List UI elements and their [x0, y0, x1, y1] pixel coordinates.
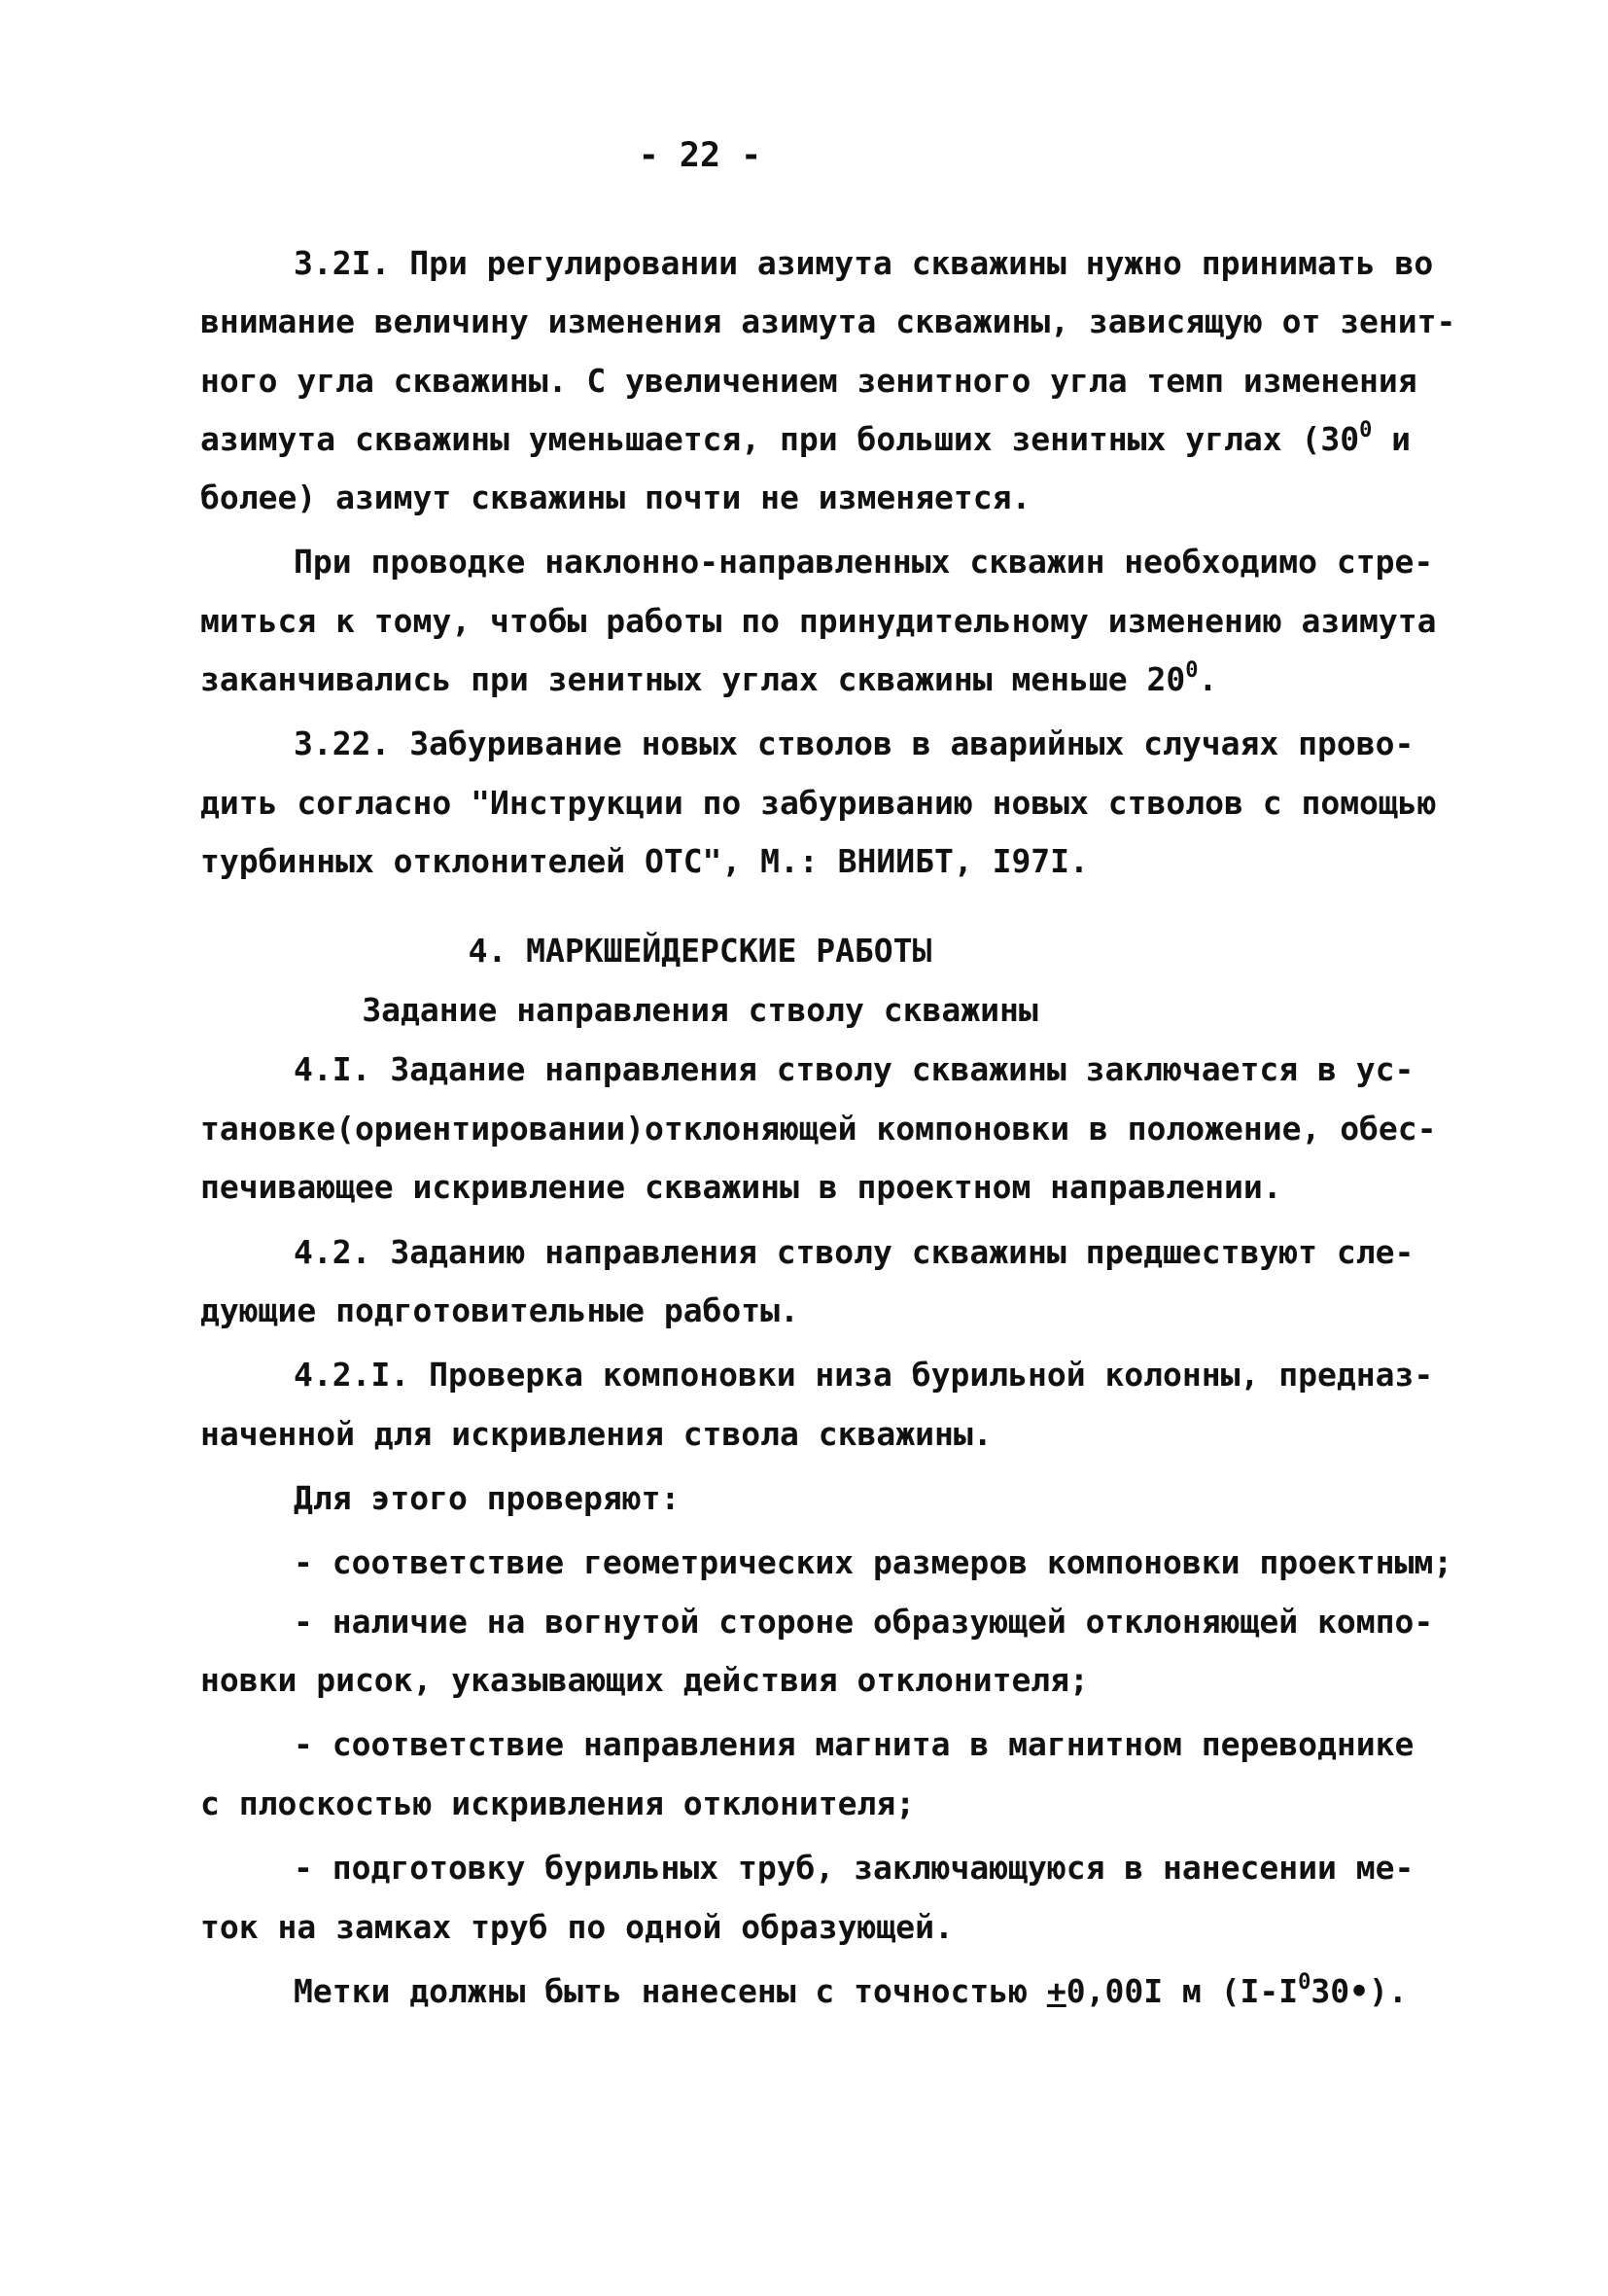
marks-minutes: 30•).	[1311, 1972, 1408, 2010]
s322-line-3: турбинных отклонителей ОТС", М.: ВНИИБТ, I97I.	[200, 842, 1089, 880]
s321-line-4-text: азимута скважины уменьшается, при больших зенитных углах (30	[200, 420, 1360, 458]
s321-line-2: внимание величину изменения азимута скважины, зависящую от зенит-	[200, 302, 1456, 340]
drive-line-2: миться к тому, чтобы работы по принудительному изменению азимута	[200, 602, 1437, 640]
check-item-4-line-1: - подготовку бурильных труб, заключающуюся в нанесении ме-	[294, 1849, 1415, 1887]
drive-line-3-end: .	[1198, 660, 1218, 698]
marks-value: 0,00I м (I-I	[1066, 1972, 1299, 2010]
degree-sup: 0	[1359, 418, 1373, 442]
s321-line-5: более) азимут скважины почти не изменяется.	[200, 478, 1031, 516]
s322-line-2: дить согласно "Инструкции по забуриванию новых стволов с помощью	[200, 784, 1437, 822]
s41-line-3: печивающее искривление скважины в проектном направлении.	[200, 1168, 1282, 1206]
page-number: - 22 -	[638, 136, 762, 175]
drive-line-3	[200, 660, 1217, 699]
marks-text: Метки должны быть нанесены с точностью	[294, 1972, 1047, 2010]
s421-line-2: наченной для искривления ствола скважины.	[200, 1415, 993, 1453]
plus-minus-sign: +	[1046, 1972, 1066, 2010]
s321-line-4	[200, 420, 1411, 459]
s41-line-2: тановке(ориентировании)отклоняющей компоновки в положение, обес-	[200, 1110, 1437, 1148]
degree-sup: 0	[1298, 1970, 1311, 1995]
s322-line-1: 3.22. Забуривание новых стволов в аварийных случаях прово-	[294, 724, 1415, 762]
section-subheading: Задание направления стволу скважины	[362, 991, 1038, 1029]
s321-line-4-end: и	[1372, 420, 1412, 458]
check-item-2-line-2: новки рисок, указывающих действия отклонителя;	[200, 1661, 1089, 1699]
drive-line-1: При проводке наклонно-направленных скважин необходимо стре-	[294, 543, 1434, 581]
check-intro: Для этого проверяют:	[294, 1479, 681, 1517]
marks-line	[294, 1972, 1408, 2011]
check-item-3-line-1: - соответствие направления магнита в магнитном переводнике	[294, 1725, 1415, 1763]
check-item-4-line-2: ток на замках труб по одной образующей.	[200, 1908, 954, 1946]
s321-line-3: ного угла скважины. С увеличением зенитного угла темп изменения	[200, 362, 1417, 400]
s421-line-1: 4.2.I. Проверка компоновки низа бурильной колонны, предназ-	[294, 1356, 1434, 1394]
drive-line-3-text: заканчивались при зенитных углах скважины меньше 20	[200, 660, 1186, 698]
check-item-2-line-1: - наличие на вогнутой стороне образующей отклоняющей компо-	[294, 1603, 1434, 1641]
degree-sup: 0	[1185, 658, 1199, 683]
check-item-1: - соответствие геометрических размеров компоновки проектным;	[294, 1543, 1453, 1581]
s42-line-2: дующие подготовительные работы.	[200, 1291, 799, 1329]
check-item-3-line-2: с плоскостью искривления отклонителя;	[200, 1784, 916, 1822]
s42-line-1: 4.2. Заданию направления стволу скважины предшествуют сле-	[294, 1233, 1415, 1271]
section-heading: 4. МАРКШЕЙДЕРСКИЕ РАБОТЫ	[468, 932, 932, 970]
s321-line-1: 3.2I. При регулировании азимута скважины нужно принимать во	[294, 244, 1434, 282]
s41-line-1: 4.I. Задание направления стволу скважины заключается в ус-	[294, 1050, 1415, 1088]
